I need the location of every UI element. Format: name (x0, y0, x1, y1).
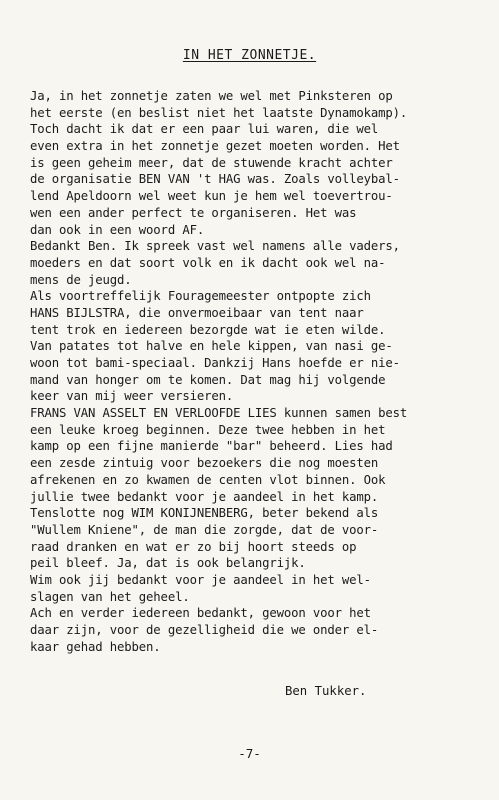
text-line: lend Apeldoorn wel weet kun je hem wel toevertrou- (30, 189, 393, 204)
text-line: afrekenen en zo kwamen de centen vlot binnen. Ook (30, 472, 386, 487)
text-line: tent trok en iedereen bezorgde wat ie eten wilde. (30, 322, 386, 337)
text-line: een zesde zintuig voor bezoekers die nog moesten (30, 456, 379, 471)
text-line: peil bleef. Ja, dat is ook belangrijk. (30, 556, 306, 571)
text-line: dan ook in een woord AF. (30, 222, 205, 237)
text-line: even extra in het zonnetje gezet moeten worden. Het (30, 139, 400, 154)
text-line: Bedankt Ben. Ik spreek vast wel namens alle vaders, (30, 239, 400, 254)
text-line: "Wullem Kniene", de man die zorgde, dat de voor- (30, 522, 379, 537)
text-line: moeders en dat soort volk en ik dacht ook wel na- (30, 255, 386, 270)
text-line: Toch dacht ik dat er een paar lui waren, die wel (30, 122, 379, 137)
text-line: mand van honger om te komen. Dat mag hij volgende (30, 372, 386, 387)
text-line: Ach en verder iedereen bedankt, gewoon voor het (30, 606, 371, 621)
text-line: de organisatie BEN VAN 't HAG was. Zoals volleybal- (30, 172, 400, 187)
text-line: woon tot bami-speciaal. Dankzij Hans hoefde er nie- (30, 356, 400, 370)
text-line: keer van mij weer versieren. (30, 389, 234, 404)
text-line: mens de jeugd. (30, 272, 132, 287)
text-line: jullie twee bedankt voor je aandeel in het kamp. (30, 489, 379, 504)
text-line: is geen geheim meer, dat de stuwende kracht achter (30, 155, 393, 170)
text-line: kaar gehad hebben. (30, 639, 161, 654)
text-line: een leuke kroeg beginnen. Deze twee hebben in het (30, 422, 386, 437)
page-title: IN HET ZONNETJE. (182, 48, 317, 63)
body-text (30, 88, 490, 655)
signature: Ben Tukker. (285, 684, 367, 698)
text-line: slagen van het geheel. (30, 589, 190, 604)
text-line: Van patates tot halve en hele kippen, van nasi ge- (30, 339, 393, 354)
text-line: raad dranken en wat er zo bij hoort steeds op (30, 539, 357, 554)
text-line: Tenslotte nog WIM KONIJNENBERG, beter bekend als (30, 506, 379, 521)
text-line: Ja, in het zonnetje zaten we wel met Pinksteren op (30, 89, 393, 103)
text-line: Als voortreffelijk Fouragemeester ontpopte zich (30, 289, 371, 304)
text-line: HANS BIJLSTRA, die onvermoeibaar van tent naar (30, 305, 364, 320)
text-line: wen een ander perfect te organiseren. Het was (30, 205, 357, 220)
text-line: daar zijn, voor de gezelligheid die we onder el- (30, 623, 379, 637)
text-line: kamp op een fijne manierde "bar" beheerd. Lies had (30, 439, 393, 454)
page-number: -7- (238, 746, 261, 761)
text-line: het eerste (en beslist niet het laatste Dynamokamp). (30, 105, 408, 120)
text-line: Wim ook jij bedankt voor je aandeel in het wel- (30, 572, 371, 587)
text-line: FRANS VAN ASSELT EN VERLOOFDE LIES kunnen samen best (30, 406, 408, 421)
